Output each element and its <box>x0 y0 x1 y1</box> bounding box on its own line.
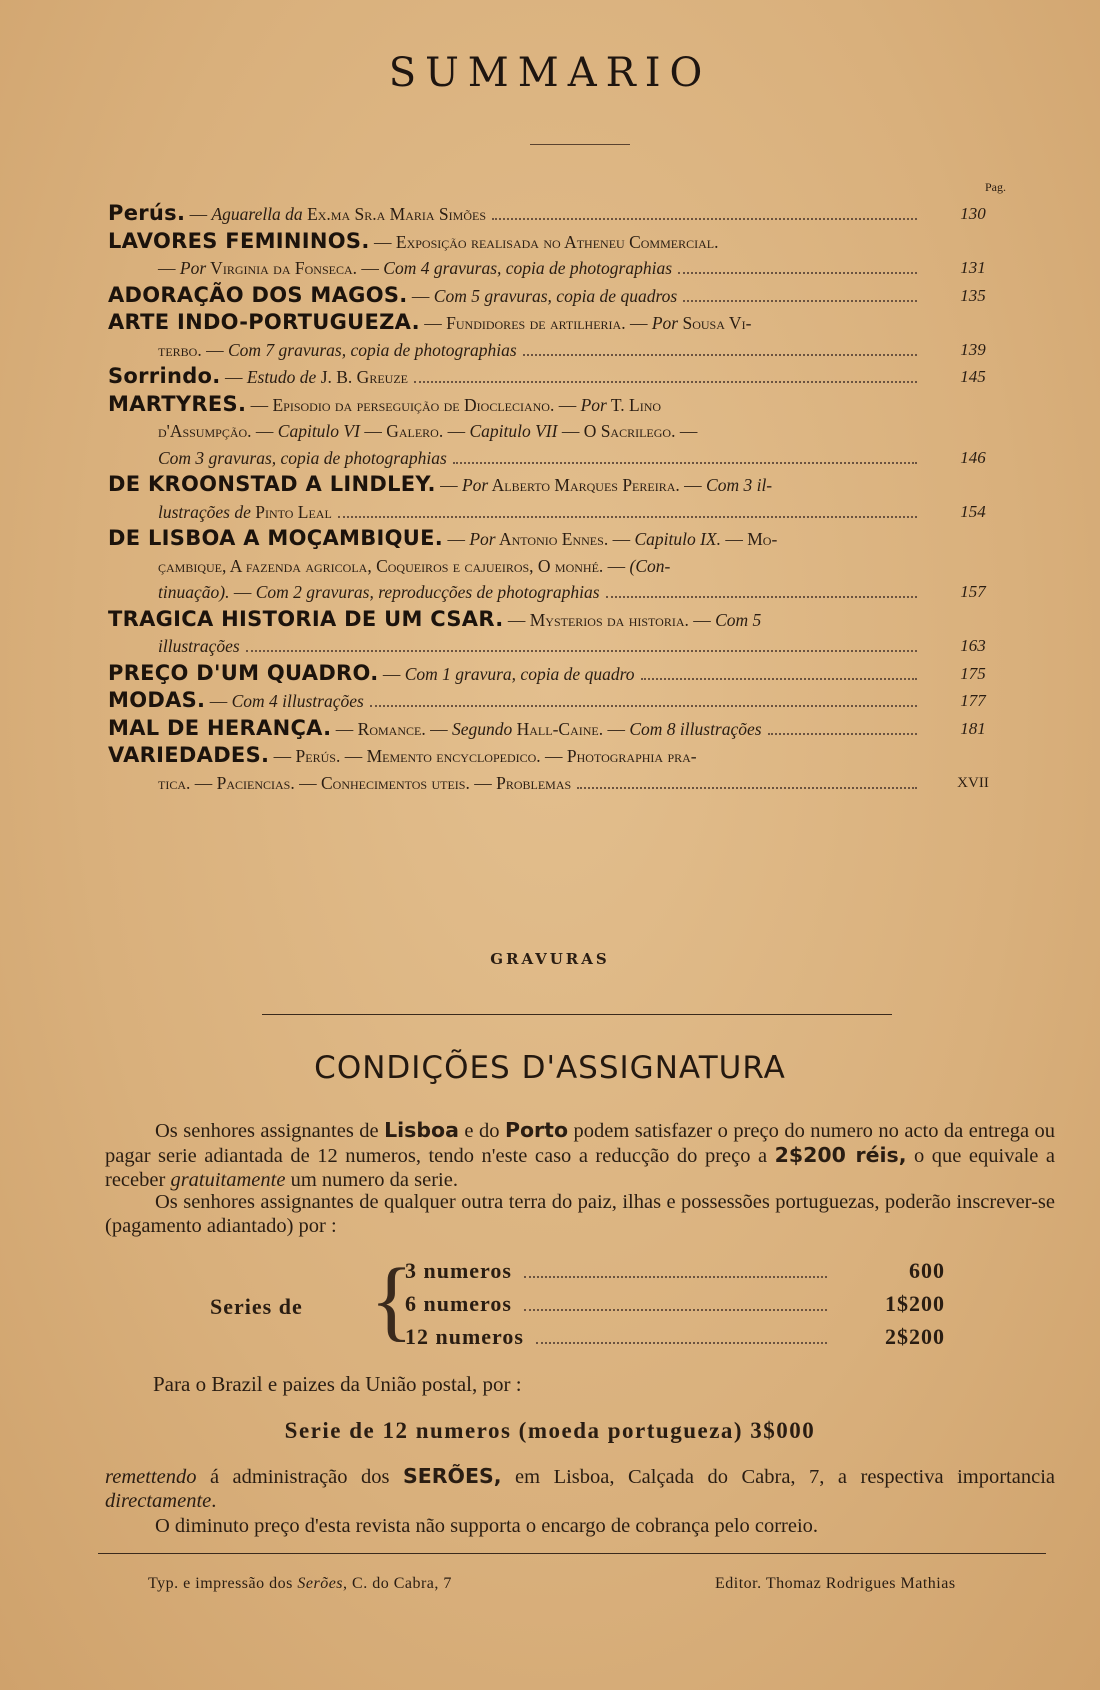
toc-entry-text: — <box>503 609 530 630</box>
toc-entry <box>108 742 1008 796</box>
toc-entry-text: — <box>435 475 462 495</box>
toc-entry <box>108 309 1008 363</box>
toc-entry-text: — <box>331 718 358 739</box>
leader-dots <box>606 596 917 598</box>
toc-page-number: 154 <box>960 501 986 521</box>
toc-entry-text: — <box>443 529 470 549</box>
toc-entry-text: Sousa Vi- <box>678 313 752 333</box>
toc-entry-text: çambique, A fazenda agricola, Coqueiros e cajueiros, O monhé. — <box>158 555 630 576</box>
page-column-label: Pag. <box>985 180 1006 194</box>
series-label: Series de <box>210 1294 303 1319</box>
toc-entry-title: ADORAÇÃO DOS MAGOS. <box>108 282 408 307</box>
toc-entry-text: — <box>246 394 273 415</box>
footer-divider <box>98 1553 1046 1554</box>
editor-credit: Editor. Thomaz Rodrigues Mathias <box>715 1575 956 1592</box>
toc-entry-title: TRAGICA HISTORIA DE UM CSAR. <box>108 606 504 631</box>
toc-page-number: 157 <box>960 582 986 601</box>
brace-icon: { <box>370 1251 414 1350</box>
toc-entry-text: tica. — Paciencias. — Conhecimentos uteis. — Problemas <box>158 772 572 793</box>
toc-entry-text: Aguarella da <box>211 204 303 224</box>
toc-entry-text: Capitulo VII <box>469 421 558 441</box>
toc-entry-text: Virginia da Fonseca. — <box>206 258 384 278</box>
toc-entry-text: Romance. — <box>357 718 452 739</box>
toc-entry <box>108 715 1008 743</box>
toc-entry-title: Sorrindo. <box>108 364 221 388</box>
brazil-series-price: Serie de 12 numeros (moeda portugueza) 3$000 <box>284 1418 816 1443</box>
toc-entry-title: PREÇO D'UM QUADRO. <box>108 660 379 685</box>
toc-page-number: 131 <box>960 258 986 277</box>
toc-entry-text: Por <box>179 258 207 278</box>
toc-entry-text: — <box>407 285 434 306</box>
toc-entry-text: Com 7 gravuras, copia de photographias <box>227 339 517 360</box>
toc-entry <box>108 687 1008 715</box>
section-divider <box>262 1014 892 1015</box>
toc-page-number: 130 <box>960 204 986 223</box>
toc-entry <box>108 660 1008 688</box>
toc-entry-text: — <box>185 204 212 224</box>
table-of-contents <box>108 200 1008 796</box>
conditions-title: CONDIÇÕES D'ASSIGNATURA <box>314 1050 786 1086</box>
toc-entry <box>108 200 1008 228</box>
toc-entry-text: — <box>229 582 256 602</box>
leader-dots <box>492 218 917 220</box>
toc-entry-title: LAVORES FEMININOS. <box>108 228 370 253</box>
leader-dots <box>246 650 917 652</box>
toc-entry-text: Com 1 gravura, copia de quadro <box>404 663 635 684</box>
toc-entry-title: MARTYRES. <box>108 391 247 416</box>
conditions-paragraph-4: O diminuto preço d'esta revista não supporta o encargo de cobrança pelo correio. <box>155 1515 819 1537</box>
toc-entry-title: VARIEDADES. <box>108 743 270 767</box>
toc-entry-text: Com 4 illustrações <box>231 691 364 711</box>
toc-entry-text: Perús. — Memento encyclopedico. — Photographia pra- <box>295 746 697 766</box>
toc-entry-text: T. Lino <box>606 394 662 415</box>
toc-entry-text: tinuação). <box>158 582 230 602</box>
leader-dots <box>577 787 917 789</box>
toc-entry-title: ARTE INDO-PORTUGUEZA. <box>108 310 420 334</box>
brazil-note: Para o Brazil e paizes da União postal, por : <box>153 1372 522 1396</box>
toc-entry-text: Pinto Leal <box>250 501 332 522</box>
leader-dots <box>683 300 917 302</box>
toc-entry-text: Mysterios da historia. — <box>529 609 716 630</box>
toc-entry-text: Ex.ma Sr.a Maria Simões <box>302 204 486 224</box>
toc-entry <box>108 363 1008 391</box>
conditions-paragraph-3: remettendo á administração dos SERÕES, em Lisboa, Calçada do Cabra, 7, a respectiva importancia directamente. <box>105 1464 1055 1512</box>
toc-entry-title: Perús. <box>108 201 186 225</box>
conditions-paragraph-2: Os senhores assignantes de qualquer outra terra do paiz, ilhas e possessões portuguezas, poderão inscrever-se (pagamento adiantado) por : <box>105 1191 1055 1237</box>
toc-entry-text: Com 4 gravuras, copia de photographias <box>383 258 673 278</box>
toc-entry-text: Capitulo VI <box>277 421 360 441</box>
toc-entry-text: Por <box>469 529 496 549</box>
toc-page-number: XVII <box>957 774 989 791</box>
toc-entry <box>108 606 1008 660</box>
toc-entry-text: Com 5 gravuras, copia de quadros <box>433 285 678 306</box>
toc-entry-text: Alberto Marques Pereira. — <box>488 475 707 495</box>
toc-entry-text: Com 2 gravuras, reproducções de photographias <box>255 582 600 602</box>
toc-entry-text: — <box>369 231 396 252</box>
toc-entry-text: — <box>158 258 180 278</box>
toc-page-number: 139 <box>960 339 986 359</box>
toc-entry-text: — <box>269 746 296 766</box>
gravuras-heading: GRAVURAS <box>490 950 610 968</box>
toc-page-number: 146 <box>960 447 986 467</box>
toc-entry-text: Por <box>461 475 489 495</box>
leader-dots <box>453 462 917 464</box>
toc-page-number: 163 <box>960 636 986 655</box>
toc-page-number: 181 <box>960 718 986 738</box>
toc-entry <box>108 282 1008 310</box>
toc-entry-text: — <box>220 367 247 387</box>
toc-entry-text: Hall-Caine. — <box>512 718 630 739</box>
toc-entry-text: Fundidores de artilheria. — <box>446 313 652 333</box>
series-price-list <box>210 1251 950 1356</box>
toc-entry-text: (Con- <box>629 555 671 576</box>
toc-entry-text: — <box>378 663 405 684</box>
toc-entry-text: Antonio Ennes. — <box>495 529 635 549</box>
toc-entry-text: — <box>205 691 232 711</box>
leader-dots <box>370 705 917 707</box>
toc-entry-text: — Mo- <box>720 529 778 549</box>
toc-page-number: 175 <box>960 663 986 683</box>
page-title: SUMMARIO <box>388 50 712 96</box>
toc-entry-title: DE LISBOA A MOÇAMBIQUE. <box>108 526 444 550</box>
printer-credit: Typ. e impressão dos Serões, C. do Cabra, 7 <box>148 1575 452 1592</box>
conditions-paragraph-1: Os senhores assignantes de Lisboa e do Porto podem satisfazer o preço do numero no acto da entrega ou pagar serie adiantada de 12 numeros, tendo n'este caso a reducção do preço a 2$200 réis, o que equivale a receber gratuitamente um numero da serie. <box>105 1118 1056 1191</box>
leader-dots <box>523 354 917 356</box>
toc-entry-text: illustrações <box>158 636 240 656</box>
toc-entry-title: MODAS. <box>108 688 206 712</box>
toc-entry <box>108 228 1008 282</box>
toc-entry-text: Estudo de <box>246 367 317 387</box>
toc-entry-text: Com 3 il- <box>706 475 773 495</box>
toc-entry-text: Por <box>580 394 607 415</box>
toc-entry-text: Por <box>651 313 679 333</box>
leader-dots <box>338 516 917 518</box>
leader-dots <box>641 678 918 680</box>
toc-entry-title: MAL DE HERANÇA. <box>108 715 332 740</box>
toc-page-number: 145 <box>960 367 986 386</box>
toc-entry-text: J. B. Greuze <box>316 367 408 387</box>
toc-page-number: 177 <box>960 691 986 710</box>
leader-dots <box>414 381 917 383</box>
series-row: 12 numeros 2$200 <box>405 1324 945 1349</box>
toc-entry-text: d'Assumpção. — <box>158 421 278 441</box>
toc-entry <box>108 471 1008 525</box>
series-row: 6 numeros 1$200 <box>405 1291 945 1316</box>
toc-entry-text: Com 5 <box>715 609 762 630</box>
toc-page-number: 135 <box>960 285 986 305</box>
toc-entry-text: Com 8 illustrações <box>629 718 762 739</box>
toc-entry-text: Exposição realisada no Atheneu Commercial. <box>395 231 719 252</box>
leader-dots <box>678 272 917 274</box>
leader-dots <box>768 733 917 735</box>
toc-entry <box>108 391 1008 472</box>
toc-entry <box>108 525 1008 606</box>
toc-entry-title: DE KROONSTAD A LINDLEY. <box>108 472 436 496</box>
toc-entry-text: lustrações de <box>158 501 251 522</box>
toc-entry-text: — O Sacrilego. — <box>557 421 698 441</box>
toc-entry-text: Segundo <box>451 718 513 739</box>
toc-entry-text: — <box>419 313 447 333</box>
toc-entry-text: terbo. — <box>158 339 228 360</box>
toc-entry-text: Com 3 gravuras, copia de photographias <box>158 447 447 468</box>
toc-entry-text: Capitulo IX. <box>634 529 721 549</box>
toc-entry-text: — Galero. — <box>359 421 470 441</box>
title-divider <box>530 144 630 145</box>
toc-entry-text: Episodio da perseguição de Diocleciano. — <box>272 394 581 415</box>
series-row: 3 numeros 600 <box>405 1258 945 1283</box>
